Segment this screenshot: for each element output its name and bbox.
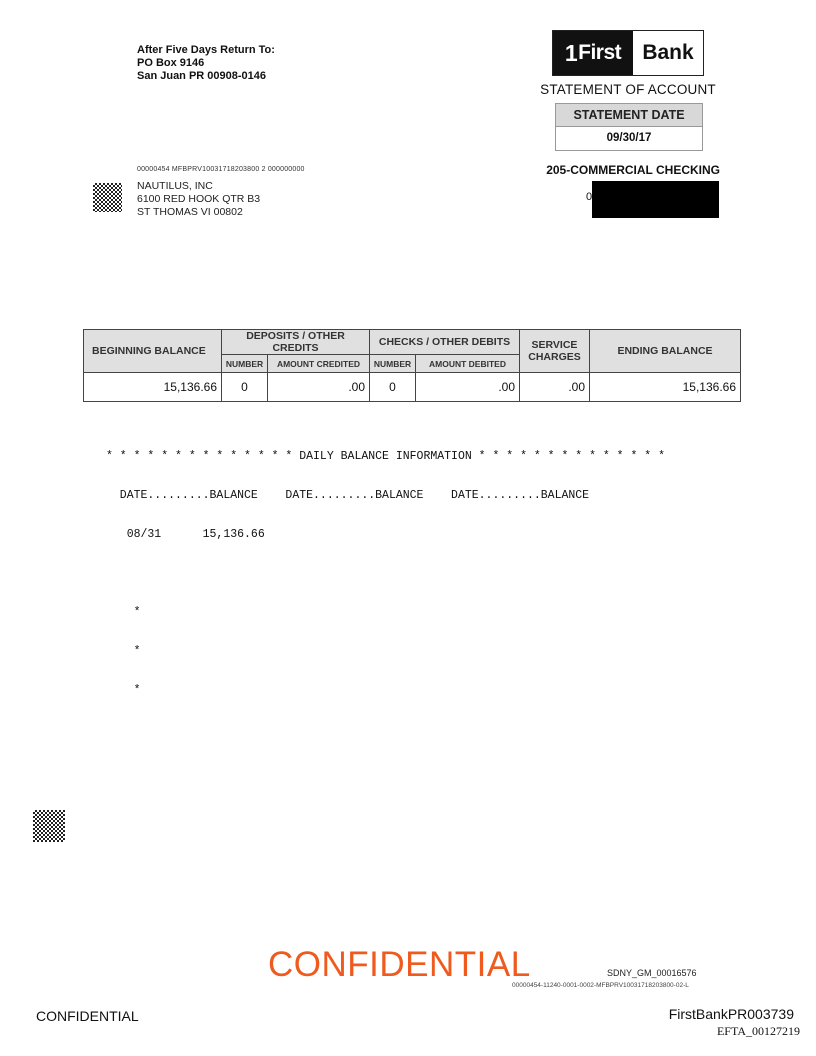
account-number-prefix: 0: [586, 191, 593, 203]
efta-number: EFTA_00127219: [716, 1024, 800, 1038]
return-address-line: PO Box 9146: [137, 57, 205, 69]
daily-balance-star: *: [106, 606, 141, 619]
return-address-line: San Juan PR 00908-0146: [137, 70, 267, 82]
value-deposits-number: 0: [222, 373, 268, 402]
value-amount-debited: .00: [416, 373, 520, 402]
header-debits-number: NUMBER: [370, 355, 416, 373]
daily-balance-star: *: [106, 684, 141, 697]
confidential-footer: CONFIDENTIAL: [36, 1008, 139, 1024]
header-deposits: DEPOSITS / OTHER CREDITS: [222, 330, 370, 355]
value-debits-number: 0: [370, 373, 416, 402]
statement-date-value: 09/30/17: [606, 132, 652, 144]
header-amount-credited: AMOUNT CREDITED: [268, 355, 370, 373]
header-service-charges-line2: CHARGES: [528, 351, 581, 363]
mail-code: 00000454 MFBPRV10031718203800 2 000000000: [137, 166, 305, 173]
daily-balance-header: DATE.........BALANCE DATE.........BALANCE DATE.........BALANCE: [106, 489, 590, 502]
statement-title: STATEMENT OF ACCOUNT: [540, 82, 716, 97]
qr-code-icon: [33, 810, 65, 842]
summary-values-row: [84, 373, 741, 402]
header-beginning-balance: BEGINNING BALANCE: [84, 330, 222, 373]
daily-balance-row: 08/31 15,136.66: [106, 528, 265, 541]
header-ending-balance: ENDING BALANCE: [590, 330, 741, 373]
return-address: [137, 44, 275, 83]
logo-bank: Bank: [642, 41, 694, 64]
header-service-charges-line1: SERVICE: [531, 339, 578, 351]
daily-balance-star: *: [106, 645, 141, 658]
statement-date-box: [555, 103, 703, 151]
redaction-box: [592, 181, 719, 218]
qr-code-icon: [93, 183, 122, 212]
header-checks: CHECKS / OTHER DEBITS: [370, 330, 520, 355]
customer-city: ST THOMAS VI 00802: [137, 206, 243, 218]
value-service-charges: .00: [520, 373, 590, 402]
logo-mark: [553, 31, 633, 75]
header-deposits-number: NUMBER: [222, 355, 268, 373]
logo-first: First: [578, 41, 622, 64]
bates-number-footer: FirstBankPR003739: [668, 1006, 794, 1022]
header-service-charges: [520, 330, 590, 373]
customer-address: [137, 180, 260, 219]
header-amount-debited: AMOUNT DEBITED: [416, 355, 520, 373]
statement-date-label: STATEMENT DATE: [556, 104, 702, 127]
barcode-text: 00000454-11240-0001-0002-MFBPRV10031718203800-02-L: [512, 982, 689, 989]
customer-name: NAUTILUS, INC: [137, 180, 213, 192]
logo-one: 1: [564, 39, 578, 66]
bates-number-top: SDNY_GM_00016576: [607, 968, 697, 978]
daily-balance-section: [106, 424, 665, 710]
account-summary-table: [83, 329, 741, 402]
value-amount-credited: .00: [268, 373, 370, 402]
return-address-line: After Five Days Return To:: [137, 44, 275, 56]
bank-logo: [552, 30, 704, 76]
confidential-stamp: CONFIDENTIAL: [268, 945, 531, 984]
value-ending-balance: 15,136.66: [590, 373, 741, 402]
daily-balance-title: * * * * * * * * * * * * * * DAILY BALANCE INFORMATION * * * * * * * * * * * * * *: [106, 450, 665, 463]
customer-street: 6100 RED HOOK QTR B3: [137, 193, 261, 205]
account-type: 205-COMMERCIAL CHECKING: [546, 163, 720, 177]
value-beginning-balance: 15,136.66: [84, 373, 222, 402]
